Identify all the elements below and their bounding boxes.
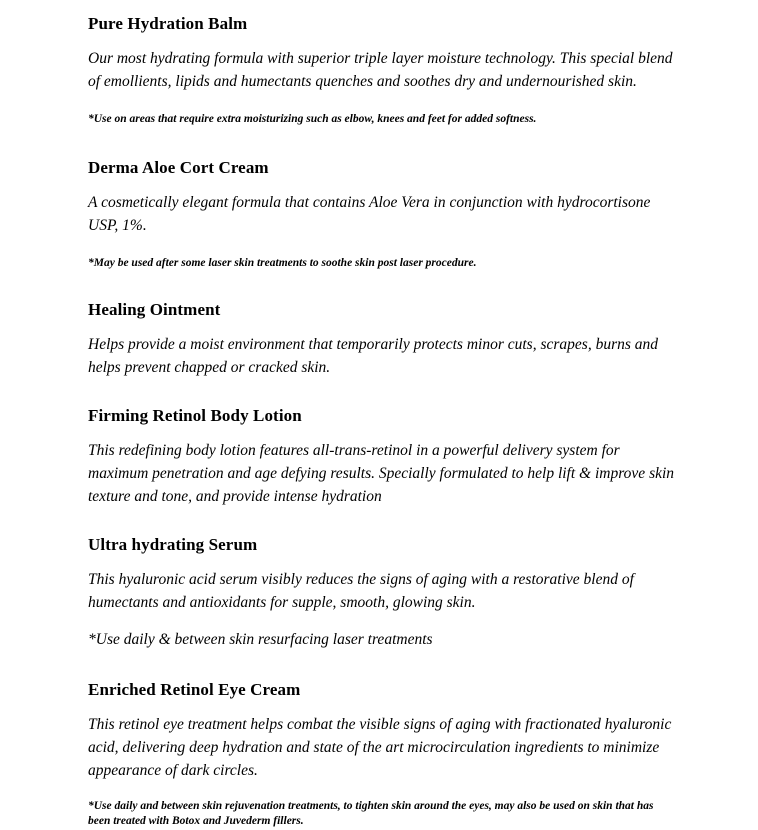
product-entry — [88, 158, 678, 272]
product-note: *Use daily and between skin rejuvenation treatments, to tighten skin around the eyes, may also be used on skin that has been treated with Botox and Juvederm fillers. — [88, 799, 654, 828]
product-entry — [88, 300, 678, 380]
product-description: This retinol eye treatment helps combat the visible signs of aging with fractionated hyaluronic acid, delivering deep hydration and state of the art microcirculation ingredients to minimize appearance of dark circles. — [88, 716, 672, 780]
product-description: Our most hydrating formula with superior triple layer moisture technology. This special blend of emollients, lipids and humectants quenches and soothes dry and undernourished skin. — [88, 50, 673, 91]
product-entry — [88, 680, 678, 830]
product-description: This hyaluronic acid serum visibly reduces the signs of aging with a restorative blend of humectants and antioxidants for supple, smooth, glowing skin. — [88, 571, 634, 612]
product-title: Ultra hydrating Serum — [88, 535, 258, 555]
product-description: Helps provide a moist environment that temporarily protects minor cuts, scrapes, burns and helps prevent chapped or cracked skin. — [88, 335, 659, 376]
product-note: *Use daily & between skin resurfacing laser treatments — [88, 631, 433, 649]
product-title: Enriched Retinol Eye Cream — [88, 679, 301, 699]
product-note: *Use on areas that require extra moisturizing such as elbow, knees and feet for added softness. — [88, 113, 537, 126]
product-entry — [88, 535, 678, 652]
product-description: This redefining body lotion features all-trans-retinol in a powerful delivery system for maximum penetration and age defying results. Specially formulated to help lift & improve skin texture and tone, and provide intense hydration — [88, 442, 675, 506]
product-entry — [88, 406, 678, 509]
product-description: A cosmetically elegant formula that contains Aloe Vera in conjunction with hydrocortisone USP, 1%. — [88, 194, 651, 235]
product-title: Firming Retinol Body Lotion — [88, 405, 302, 425]
product-title: Healing Ointment — [88, 299, 221, 319]
product-title: Derma Aloe Cort Cream — [88, 157, 269, 177]
product-entry — [88, 14, 678, 128]
product-note: *May be used after some laser skin treatments to soothe skin post laser procedure. — [88, 257, 477, 270]
product-title: Pure Hydration Balm — [88, 14, 248, 33]
